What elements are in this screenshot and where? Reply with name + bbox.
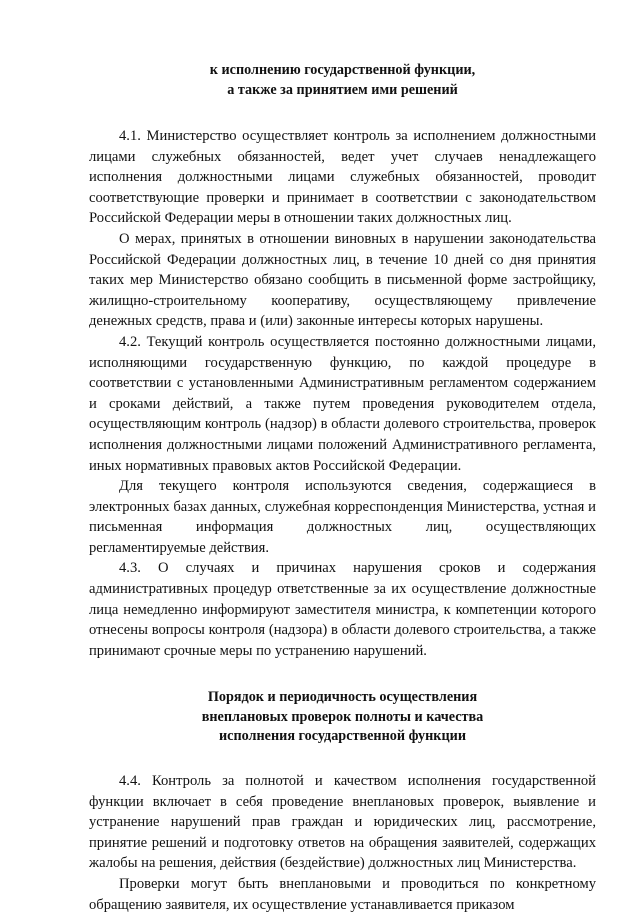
section-heading-control-decisions <box>89 61 596 100</box>
paragraph-inspections: Проверки могут быть внеплановыми и проводиться по конкретному обращению заявителя, их осуществление устанавливается приказом <box>89 875 596 913</box>
paragraph-measures: О мерах, принятых в отношении виновных в нарушении законодательства Российской Федерации должностных лиц, в течение 10 дней со дня принятия таких мер Министерство обязано сообщить в письменной форме застройщику, жилищно-строительному кооперативу, осуществляющему привлечение денежных средств, права и (или) законные интересы которых нарушены. <box>89 230 596 330</box>
heading-line: исполнения государственной функции <box>218 728 467 745</box>
paragraph-4-4: 4.4. Контроль за полнотой и качеством исполнения государственной функции включает в себя проведение внеплановых проверок, выявление и устранение нарушений прав граждан и юридических лиц, рассмотрение, принятие решений и подготовку ответов на обращения заявителей, содержащих жалобы на решения, действия (бездействие) должностных лиц Министерства. <box>89 772 596 872</box>
paragraph-4-3: 4.3. О случаях и причинах нарушения сроков и содержания административных процедур ответственные за их осуществление должностные лица немедленно информируют заместителя министра, к компетенции которого отнесены вопросы контроля (надзора) в области долевого строительства, а также принимают срочные меры по устранению нарушений. <box>89 560 596 659</box>
paragraph-current-control-sources: Для текущего контроля используются сведения, содержащиеся в электронных базах данных, служебная корреспонденция Министерства, устная и письменная информация должностных лиц, осуществляющих регламентируемые действия. <box>89 478 596 556</box>
document-content <box>89 61 596 915</box>
spacer <box>89 100 596 126</box>
paragraph-4-2: 4.2. Текущий контроль осуществляется постоянно должностными лицами, исполняющими государственную функцию, по каждой процедуре в соответствии с установленными Административным регламентом содержанием и сроками действий, а также путем проведения руководителем отдела, осуществляющим контроль (надзор) в области долевого строительства, проверок исполнения должностными лицами положений Административного регламента, иных нормативных правовых актов Российской Федерации. <box>89 333 596 474</box>
section-heading-unscheduled-inspections <box>89 688 596 747</box>
spacer <box>89 661 596 688</box>
heading-line: к исполнению государственной функции, <box>209 62 476 78</box>
heading-line: а также за принятием ими решений <box>227 81 458 98</box>
heading-line: Порядок и периодичность осуществления <box>207 689 478 706</box>
heading-line: внеплановых проверок полноты и качества <box>201 708 484 725</box>
paragraph-4-1: 4.1. Министерство осуществляет контроль за исполнением должностными лицами служебных обязанностей, ведет учет случаев ненадлежащего исполнения должностными лицами служебных обязанностей, проводит соответствующие проверки и принимает в соответствии с законодательством Российской Федерации меры в отношении таких должностных лиц. <box>89 128 596 227</box>
spacer <box>89 747 596 771</box>
